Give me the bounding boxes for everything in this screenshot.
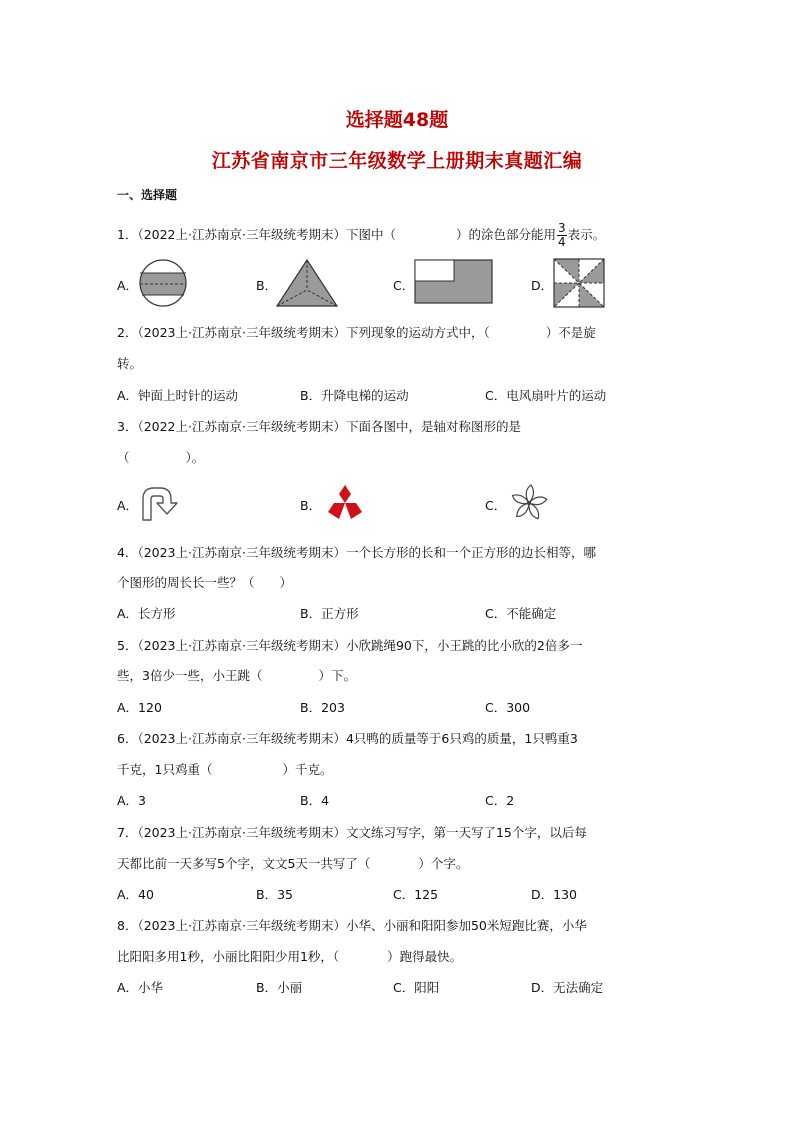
fraction-numerator: 3 <box>557 221 566 235</box>
q6-stem-part: ）千克。 <box>282 762 333 777</box>
q5-option-b[interactable]: B．203 <box>300 700 345 715</box>
logo-diamond <box>345 503 362 519</box>
q5-stem-part: 些，3倍少一些，小王跳（ <box>117 668 263 683</box>
q2-option-c[interactable]: C．电风扇叶片的运动 <box>485 388 607 403</box>
question-4-stem: 4．（2023上·江苏南京·三年级统考期末）一个长方形的长和一个正方形的边长相等，哪 <box>117 545 596 560</box>
q7-option-d[interactable]: D．130 <box>531 887 577 902</box>
q2-stem-part: ）不是旋 <box>545 325 596 340</box>
q4-option-c[interactable]: C．不能确定 <box>485 606 557 621</box>
rectangle-figure[interactable] <box>414 259 494 305</box>
question-3-stem: 3．（2022上·江苏南京·三年级统考期末）下面各图中，是轴对称图形的是 <box>117 419 521 434</box>
q1-option-d-label[interactable]: D． <box>531 278 554 293</box>
question-8-stem-continued <box>117 947 462 965</box>
q7-stem-part: ）个字。 <box>418 856 469 871</box>
rectangle-white-part <box>415 260 454 281</box>
document-title: 选择题48题 <box>345 109 449 131</box>
q8-stem-part: 比阳阳多用1秒，小丽比阳阳少用1秒，（ <box>117 949 340 964</box>
document-subtitle: 江苏省南京市三年级数学上册期末真题汇编 <box>211 150 583 172</box>
fraction-three-quarters <box>557 222 567 249</box>
q3-stem-part: （ <box>117 450 130 465</box>
q2-option-a[interactable]: A．钟面上时针的运动 <box>117 388 239 403</box>
q8-option-a[interactable]: A．小华 <box>117 980 164 995</box>
q4-option-a[interactable]: A．长方形 <box>117 606 176 621</box>
q8-option-b[interactable]: B．小丽 <box>256 980 303 995</box>
q5-option-c[interactable]: C．300 <box>485 700 531 715</box>
q2-option-b[interactable]: B．升降电梯的运动 <box>300 388 409 403</box>
three-diamond-logo-icon[interactable] <box>325 484 365 520</box>
triangle-figure[interactable] <box>275 258 339 308</box>
bauhinia-flower-icon[interactable] <box>508 483 550 523</box>
q6-option-c[interactable]: C．2 <box>485 793 515 808</box>
q2-stem-part: 2．（2023上·江苏南京·三年级统考期末）下列现象的运动方式中，（ <box>117 325 490 340</box>
q6-option-a[interactable]: A．3 <box>117 793 147 808</box>
q3-option-b-label[interactable]: B． <box>300 498 322 513</box>
circle-figure[interactable] <box>138 258 188 308</box>
question-2-stem-continued: 转。 <box>117 356 143 371</box>
q3-option-a-label[interactable]: A． <box>117 498 139 513</box>
q6-stem-part: 千克，1只鸡重（ <box>117 762 213 777</box>
q8-option-d[interactable]: D．无法确定 <box>531 980 604 995</box>
question-1-stem <box>117 222 605 249</box>
question-6-stem-continued <box>117 760 332 778</box>
q7-stem-part: 天都比前一天多写5个字，文文5天一共写了（ <box>117 856 371 871</box>
logo-diamond <box>339 485 351 503</box>
q5-stem-part: ）下。 <box>318 668 356 683</box>
q1-option-b-label[interactable]: B． <box>256 278 278 293</box>
q4-option-b[interactable]: B．正方形 <box>300 606 359 621</box>
question-8-stem: 8．（2023上·江苏南京·三年级统考期末）小华、小丽和阳阳参加50米短跑比赛，小华 <box>117 918 587 933</box>
flower-center <box>527 501 530 504</box>
u-turn-arrow-icon[interactable] <box>138 485 182 521</box>
question-2-stem <box>117 323 596 341</box>
arrow-outline <box>143 488 177 520</box>
section-heading: 一、选择题 <box>117 188 178 202</box>
q8-stem-part: ）跑得最快。 <box>387 949 463 964</box>
q3-option-c-label[interactable]: C． <box>485 498 507 513</box>
question-5-stem: 5．（2023上·江苏南京·三年级统考期末）小欣跳绳90下，小王跳的比小欣的2倍多一 <box>117 638 583 653</box>
q1-option-a-label[interactable]: A． <box>117 278 139 293</box>
fraction-denominator: 4 <box>557 235 566 249</box>
question-6-stem: 6．（2023上·江苏南京·三年级统考期末）4只鸭的质量等于6只鸡的质量，1只鸭重3 <box>117 731 578 746</box>
question-7-stem-continued <box>117 854 468 872</box>
q1-option-c-label[interactable]: C． <box>393 278 415 293</box>
question-4-stem-continued: 个图形的周长长一些？（ ） <box>117 575 293 590</box>
logo-diamond <box>328 503 345 519</box>
question-5-stem-continued <box>117 666 356 684</box>
question-3-stem-continued <box>117 448 204 466</box>
q7-option-c[interactable]: C．125 <box>393 887 439 902</box>
q1-stem-part: ）的涂色部分能用 <box>455 227 556 242</box>
q1-stem-part: 1．（2022上·江苏南京·三年级统考期末）下图中（ <box>117 227 396 242</box>
question-7-stem: 7．（2023上·江苏南京·三年级统考期末）文文练习写字，第一天写了15个字，以后每 <box>117 825 587 840</box>
q6-option-b[interactable]: B．4 <box>300 793 330 808</box>
q8-option-c[interactable]: C．阳阳 <box>393 980 440 995</box>
q3-stem-part: ）。 <box>185 450 205 465</box>
q7-option-b[interactable]: B．35 <box>256 887 293 902</box>
square-figure[interactable] <box>553 258 605 308</box>
q5-option-a[interactable]: A．120 <box>117 700 162 715</box>
q7-option-a[interactable]: A．40 <box>117 887 154 902</box>
q1-stem-part: 表示。 <box>567 227 606 242</box>
